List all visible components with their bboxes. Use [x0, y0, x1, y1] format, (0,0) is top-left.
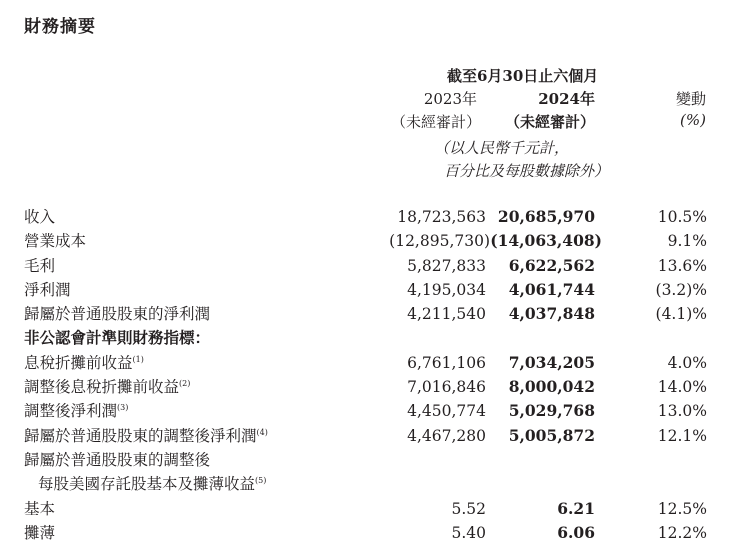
- value-2024: (14,063,408): [490, 231, 602, 251]
- value-2023: 4,211,540: [407, 305, 486, 324]
- value-change: 12.5%: [657, 499, 707, 518]
- row-label: 歸屬於普通股股東的淨利潤: [24, 305, 211, 324]
- value-2023: 5.52: [451, 499, 486, 518]
- table-row: [0, 278, 729, 302]
- value-2023: 4,467,280: [407, 426, 486, 445]
- value-2023: 5.40: [451, 523, 486, 542]
- table-row: [0, 399, 729, 423]
- value-change: 10.5%: [657, 208, 707, 226]
- section-title: 財務摘要: [24, 17, 96, 37]
- row-label: 毛利: [24, 256, 56, 275]
- value-change: 9.1%: [667, 232, 707, 251]
- value-2024: 5,005,872: [508, 425, 595, 445]
- value-change: (4.1)%: [655, 305, 707, 324]
- table-row: [0, 375, 729, 399]
- value-2023: 5,827,833: [407, 256, 486, 275]
- table-row: [0, 424, 729, 448]
- value-change: 14.0%: [657, 378, 707, 397]
- value-2024: 5,029,768: [508, 401, 595, 421]
- table-row: [0, 521, 729, 545]
- row-label: 收入: [24, 208, 56, 226]
- footnote-marker: (1): [132, 354, 144, 364]
- change-header: 變動: [675, 90, 706, 108]
- row-label: 基本: [24, 499, 56, 518]
- value-2024: 6.21: [557, 498, 595, 518]
- table-section-row: [0, 326, 729, 350]
- section-label: 非公認會計準則財務指標：: [24, 328, 211, 348]
- table-row: [0, 472, 729, 496]
- value-2023: 4,195,034: [407, 280, 486, 299]
- row-label: 歸屬於普通股股東的調整後: [24, 450, 211, 469]
- financial-table: [0, 205, 729, 545]
- audit-cur-header: （未經審計）: [504, 113, 595, 131]
- value-2023: 7,016,846: [407, 378, 486, 397]
- value-2024: 4,061,744: [508, 279, 595, 299]
- value-change: (3.2)%: [655, 280, 707, 299]
- table-row: [0, 497, 729, 521]
- year-prev-header: 2023年: [423, 90, 477, 108]
- value-2023: 4,450,774: [407, 402, 486, 421]
- value-change: 12.1%: [657, 426, 707, 445]
- change-unit-header: (%): [680, 111, 706, 129]
- year-cur-header: 2024年: [538, 90, 595, 108]
- units-note-line2: 百分比及每股數據除外）: [444, 162, 610, 180]
- table-row: [0, 205, 729, 229]
- value-2023: 6,761,106: [407, 353, 486, 372]
- footnote-marker: (5): [255, 476, 267, 486]
- period-header: 截至6月30日止六個月: [447, 67, 599, 85]
- value-change: 12.2%: [657, 523, 707, 542]
- value-2023: (12,895,730): [389, 232, 490, 251]
- value-change: 13.6%: [657, 256, 707, 275]
- value-2024: 6,622,562: [508, 255, 595, 275]
- row-label: 攤薄: [24, 523, 56, 542]
- value-2024: 8,000,042: [508, 377, 595, 397]
- value-2024: 4,037,848: [508, 304, 595, 324]
- value-change: 4.0%: [667, 353, 707, 372]
- footnote-marker: (3): [117, 403, 129, 413]
- table-row: [0, 448, 729, 472]
- row-label: 營業成本: [24, 232, 87, 251]
- footnote-marker: (4): [256, 427, 268, 437]
- row-label: 調整後息稅折攤前收益$^{(2)}$: [24, 378, 191, 397]
- value-2023: 18,723,563: [397, 208, 486, 226]
- audit-prev-header: （未經審計）: [390, 113, 481, 131]
- footnote-marker: (2): [179, 379, 191, 389]
- value-change: 13.0%: [657, 402, 707, 421]
- value-2024: 7,034,205: [508, 352, 595, 372]
- table-row: [0, 254, 729, 278]
- units-note-line1: （以人民幣千元計，: [434, 139, 570, 157]
- table-row: [0, 229, 729, 253]
- row-label: 每股美國存託股基本及攤薄收益$^{(5)}$: [38, 475, 267, 494]
- value-2024: 20,685,970: [497, 207, 595, 226]
- row-label: 調整後淨利潤$^{(3)}$: [24, 402, 129, 421]
- row-label: 歸屬於普通股股東的調整後淨利潤$^{(4)}$: [24, 426, 268, 445]
- value-2024: 6.06: [557, 522, 595, 542]
- table-row: [0, 302, 729, 326]
- row-label: 淨利潤: [24, 280, 71, 299]
- row-label: 息稅折攤前收益$^{(1)}$: [24, 353, 144, 372]
- table-row: [0, 351, 729, 375]
